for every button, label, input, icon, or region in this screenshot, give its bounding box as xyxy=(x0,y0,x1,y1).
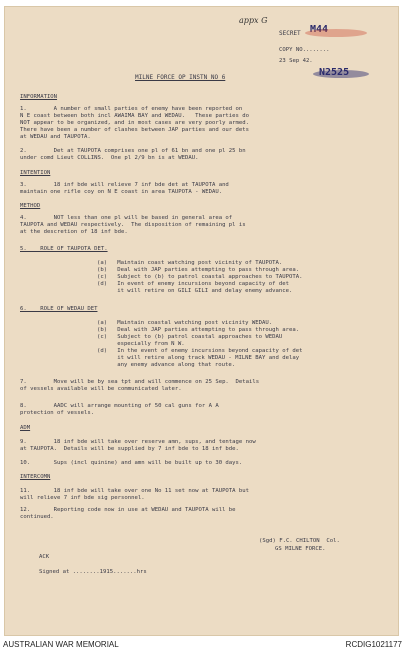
taupota-item-d-cont: it will retire on GILI GILI and delay enemy advance. xyxy=(97,288,293,294)
wedau-item-c: (c) Subject to (b) patrol coastal approaches to WEDAU xyxy=(97,334,283,340)
para-8-line-1: 8. AADC will arrange mounting of 50 cal guns for A A xyxy=(20,403,219,409)
secret-label: SECRET xyxy=(279,30,301,37)
section-method: METHOD xyxy=(20,203,41,209)
archive-footer xyxy=(0,636,405,654)
document-page xyxy=(4,6,399,636)
signature-line-2: GS MILNE FORCE. xyxy=(275,546,326,552)
signed-at-line: Signed at ........1915.......hrs xyxy=(39,569,147,575)
para-2-line-2: under comd Lieut COLLINS. One pl 2/9 bn is at WEDAU. xyxy=(20,155,199,161)
footer-reference: RCDIG1021177 xyxy=(345,640,402,649)
footer-institution: AUSTRALIAN WAR MEMORIAL xyxy=(3,640,119,649)
para-9-line-2: at TAUPOTA. Details will be supplied by 7 inf bde to 18 inf bde. xyxy=(20,446,239,452)
taupota-item-a: (a) Maintain coast watching post vicinity of TAUPOTA. xyxy=(97,260,283,266)
section-intention: INTENTION xyxy=(20,170,51,176)
taupota-item-d: (d) In event of enemy incursions beyond capacity of det xyxy=(97,281,289,287)
para-4-line-1: 4. NOT less than one pl will be based in general area of xyxy=(20,215,233,221)
para-1-line-5: at WEDAU and TAUPOTA. xyxy=(20,134,91,140)
para-12-line-2: continued. xyxy=(20,514,54,520)
para-8-line-2: protection of vessels. xyxy=(20,410,95,416)
wedau-item-a: (a) Maintain coastal watching post vicinity WEDAU. xyxy=(97,320,273,326)
para-1-line-4: There have been a number of clashes between JAP parties and our dets xyxy=(20,127,250,133)
para-12-line-1: 12. Reporting code now in use at WEDAU and TAUPOTA will be xyxy=(20,507,236,513)
document-date: 23 Sep 42. xyxy=(279,58,313,64)
copy-number: COPY NO........ xyxy=(279,47,330,53)
secret-strike: M44 xyxy=(310,24,329,35)
para-9-line-1: 9. 18 inf bde will take over reserve amn, sups, and tentage now xyxy=(20,439,256,445)
taupota-item-b: (b) Deal with JAP parties attempting to pass through area. xyxy=(97,267,300,273)
para-1-line-2: N E coast between both incl AWAIMA BAY and WEDAU. These parties do xyxy=(20,113,250,119)
para-7-line-1: 7. Move will be by sea tpt and will commence on 25 Sep. Details xyxy=(20,379,260,385)
section-role-taupota: 5. ROLE OF TAUPOTA DET. xyxy=(20,246,108,252)
para-4-line-3: at the descretion of 18 inf bde. xyxy=(20,229,128,235)
document-title: MILNE FORCE OP INSTN NO 6 xyxy=(135,74,226,81)
para-11-line-2: will relieve 7 inf bde sig personnel. xyxy=(20,495,145,501)
handwritten-annotation: appx G xyxy=(239,16,268,25)
copy-strike: N2525 xyxy=(319,67,350,78)
section-intercomn: INTERCOMN xyxy=(20,474,51,480)
wedau-item-d: (d) In the event of enemy incursions beyond capacity of det xyxy=(97,348,303,354)
para-7-line-2: of vessels available will be communicated later. xyxy=(20,386,182,392)
signature-line-1: (Sgd) F.C. CHILTON Col. xyxy=(259,538,340,544)
para-1-line-1: 1. A number of small parties of enemy have been reported on xyxy=(20,106,243,112)
section-adm: ADM xyxy=(20,425,31,431)
wedau-item-d-cont-2: any enemy advance along that route. xyxy=(97,362,236,368)
para-1-line-3: NOT appear to be organized, and in most cases are very poorly armed. xyxy=(20,120,250,126)
para-2-line-1: 2. Det at TAUPOTA comprises one pl of 61 bn and one pl 25 bn xyxy=(20,148,246,154)
section-information: INFORMATION xyxy=(20,94,58,100)
para-11-line-1: 11. 18 inf bde will take over one No 11 set now at TAUPOTA but xyxy=(20,488,250,494)
red-scribble xyxy=(305,29,367,37)
wedau-item-c-cont: especially from N W. xyxy=(97,341,185,347)
wedau-item-b: (b) Deal with JAP parties attempting to pass through area. xyxy=(97,327,300,333)
para-3-line-2: maintain one rifle coy on N E coast in area TAUPOTA - WEDAU. xyxy=(20,189,223,195)
ack-label: ACK xyxy=(39,554,50,560)
taupota-item-c: (c) Subject to (b) to patrol coastal approaches to TAUPOTA. xyxy=(97,274,303,280)
wedau-item-d-cont-1: it will retire along track WEDAU - MILNE BAY and delay xyxy=(97,355,300,361)
para-4-line-2: TAUPOTA and WEDAU respectively. The disposition of remaining pl is xyxy=(20,222,246,228)
section-role-wedau: 6. ROLE OF WEDAU DET xyxy=(20,306,98,312)
para-10: 10. Sups (incl quinine) and amn will be built up to 30 days. xyxy=(20,460,243,466)
para-3-line-1: 3. 18 inf bde will relieve 7 inf bde det at TAUPOTA and xyxy=(20,182,229,188)
blue-scribble xyxy=(313,70,369,78)
